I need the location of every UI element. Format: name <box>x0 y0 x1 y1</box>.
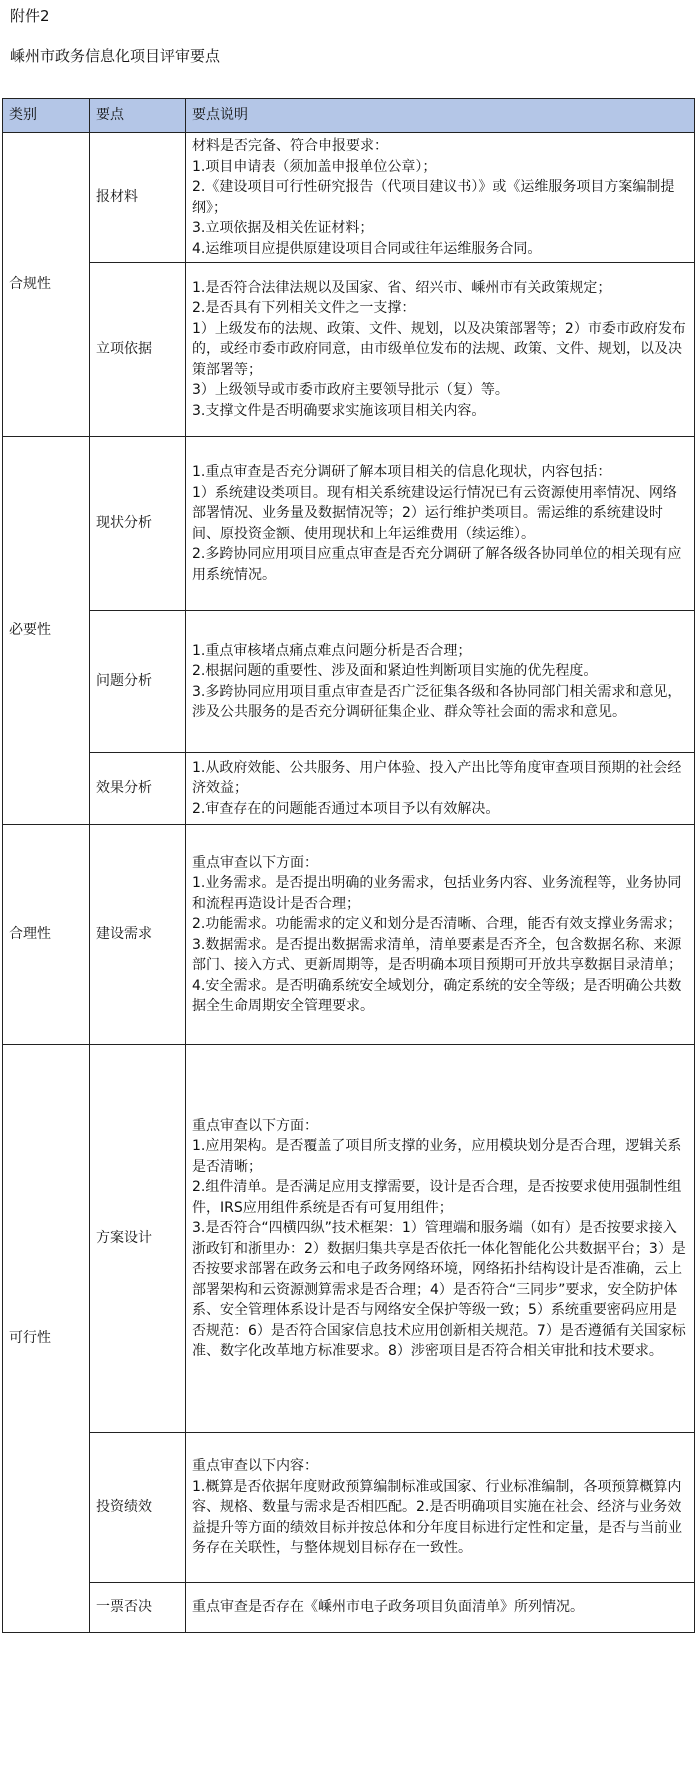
description-line: 2.功能需求。功能需求的定义和划分是否清晰、合理，能否有效支撑业务需求； <box>192 916 682 932</box>
description-line: 1.重点审查是否充分调研了解本项目相关的信息化现状，内容包括： <box>192 464 612 480</box>
point-cell: 立项依据 <box>90 263 186 437</box>
attachment-label: 附件2 <box>10 7 50 25</box>
description-line: 2.是否具有下列相关文件之一支撑： <box>192 300 416 317</box>
point-cell: 效果分析 <box>90 753 186 825</box>
table-row <box>3 611 695 753</box>
description-line: 1.从政府效能、公共服务、用户体验、投入产出比等角度审查项目预期的社会经济效益； <box>192 759 682 797</box>
table-header-row <box>3 99 695 133</box>
description-line: 3.数据需求。是否提出数据需求清单，清单要素是否齐全，包含数据名称、来源部门、接入方式、更新周期等，是否明确本项目预期可开放共享数据目录清单； <box>192 936 682 973</box>
point-cell: 建设需求 <box>90 825 186 1045</box>
description-cell <box>186 1045 695 1433</box>
description-line: 2.《建设项目可行性研究报告（代项目建议书）》或《运维服务项目方案编制提纲》； <box>192 179 675 216</box>
description-line: 重点审查以下内容： <box>192 1458 318 1475</box>
point-cell: 方案设计 <box>90 1045 186 1433</box>
description-line: 重点审查是否存在《嵊州市电子政务项目负面清单》所列情况。 <box>192 1599 584 1616</box>
description-line: 4.安全需求。是否明确系统安全域划分，确定系统的安全等级；是否明确公共数据全生命周期安全管理要求。 <box>192 977 682 1014</box>
description-line: 3.立项依据及相关佐证材料； <box>192 220 374 236</box>
description-cell <box>186 133 695 263</box>
description-cell <box>186 263 695 437</box>
category-feasibility: 可行性 <box>3 1045 90 1633</box>
description-line: 1.业务需求。是否提出明确的业务需求，包括业务内容、业务流程等，业务协同和流程再造设计是否合理； <box>192 875 682 912</box>
description-cell <box>186 437 695 611</box>
table-row <box>3 1583 695 1633</box>
description-line: 3.是否符合“四横四纵”技术框架：1）管理端和服务端（如有）是否按要求接入浙政钉和浙里办：2）数据归集共享是否依托一体化智能化公共数据平台；3）是否按要求部署在政务云和电子政务网络环境，网络拓扑结构设计是否准确，云上部署架构和云资源测算需求是否合理；4）是否符合“三同步”要求，安全防护体系、安全管理体系设计是否与网络安全保护等级一致；5）系统重要密码应用是否规范：6）是否符合国家信息技术应用创新相关规范。7）是否遵循有关国家标准、数字化改革地方标准要求。8）涉密项目是否符合相关审批和技术要求。 <box>192 1220 686 1359</box>
description-line: 3.多跨协同应用项目重点审查是否广泛征集各级和各协同部门相关需求和意见，涉及公共服务的是否充分调研征集企业、群众等社会面的需求和意见。 <box>192 683 682 720</box>
description-line: 2.多跨协同应用项目应重点审查是否充分调研了解各级各协同单位的相关现有应用系统情况。 <box>192 546 682 583</box>
category-rationality: 合理性 <box>3 825 90 1045</box>
description-line: 1）上级发布的法规、政策、文件、规划，以及决策部署等；2）市委市政府发布的，或经市委市政府同意，由市级单位发布的法规、政策、文件、规划，以及决策部署等； <box>192 320 686 378</box>
point-cell: 投资绩效 <box>90 1433 186 1583</box>
header-description: 要点说明 <box>186 99 695 133</box>
description-line: 1.重点审核堵点痛点难点问题分析是否合理； <box>192 642 472 659</box>
description-line: 2.根据问题的重要性、涉及面和紧迫性判断项目实施的优先程度。 <box>192 663 598 679</box>
description-cell <box>186 825 695 1045</box>
description-cell <box>186 753 695 825</box>
description-line: 2.审查存在的问题能否通过本项目予以有效解决。 <box>192 800 500 817</box>
description-line: 1.应用架构。是否覆盖了项目所支撑的业务，应用模块划分是否合理，逻辑关系是否清晰； <box>192 1138 682 1175</box>
description-line: 重点审查以下方面： <box>192 854 318 871</box>
point-cell: 报材料 <box>90 133 186 263</box>
point-cell: 现状分析 <box>90 437 186 611</box>
header-category: 类别 <box>3 99 90 133</box>
table-row <box>3 263 695 437</box>
description-line: 1.项目申请表（须加盖申报单位公章）； <box>192 158 437 175</box>
description-line: 材料是否完备、符合申报要求： <box>192 138 388 154</box>
description-line: 3.支撑文件是否明确要求实施该项目相关内容。 <box>192 402 486 419</box>
point-cell: 问题分析 <box>90 611 186 753</box>
table-row <box>3 1433 695 1583</box>
description-line: 1.是否符合法律法规以及国家、省、绍兴市、嵊州市有关政策规定； <box>192 279 612 296</box>
description-line: 2.组件清单。是否满足应用支撑需要，设计是否合理，是否按要求使用强制性组件，IRS应用组件系统是否有可复用组件； <box>192 1179 682 1216</box>
description-cell <box>186 611 695 753</box>
review-points-table <box>2 98 695 1633</box>
table-row <box>3 753 695 825</box>
description-line: 1.概算是否依据年度财政预算编制标准或国家、行业标准编制，各项预算概算内容、规格、数量与需求是否相匹配。2.是否明确项目实施在社会、经济与业务效益提升等方面的绩效目标并按总体和分年度目标进行定性和定量，是否与当前业务存在关联性，与整体规划目标存在一致性。 <box>192 1478 682 1557</box>
point-cell: 一票否决 <box>90 1583 186 1633</box>
description-cell <box>186 1583 695 1633</box>
description-line: 4.运维项目应提供原建设项目合同或往年运维服务合同。 <box>192 240 542 257</box>
table-row <box>3 1045 695 1433</box>
category-compliance: 合规性 <box>3 133 90 437</box>
description-cell <box>186 1433 695 1583</box>
header-point: 要点 <box>90 99 186 133</box>
category-necessity: 必要性 <box>3 437 90 825</box>
description-line: 1）系统建设类项目。现有相关系统建设运行情况已有云资源使用率情况、网络部署情况、业务量及数据情况等；2）运行维护类项目。需运维的系统建设时间、原投资金额、使用现状和上年运维费用（续运维）。 <box>192 484 677 542</box>
description-line: 重点审查以下方面： <box>192 1117 318 1134</box>
table-row <box>3 133 695 263</box>
document-title: 嵊州市政务信息化项目评审要点 <box>10 47 221 65</box>
table-row <box>3 437 695 611</box>
table-row <box>3 825 695 1045</box>
description-line: 3）上级领导或市委市政府主要领导批示（复）等。 <box>192 382 509 399</box>
